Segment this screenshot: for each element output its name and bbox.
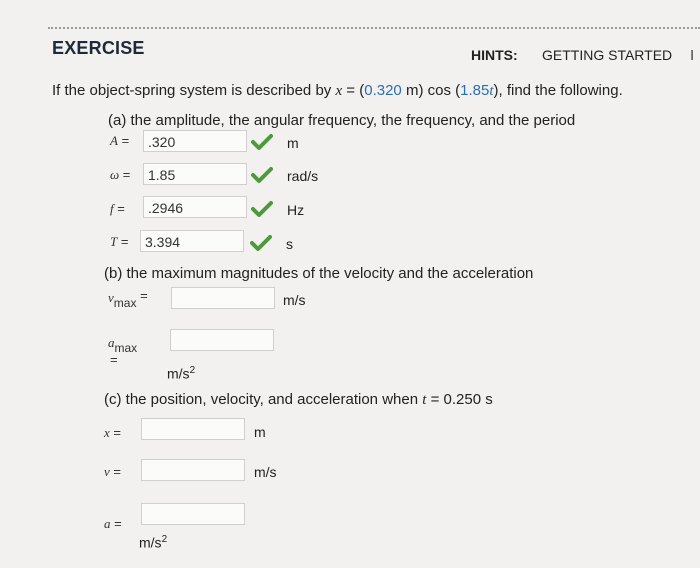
part-a-prompt: (a) the amplitude, the angular frequency, the frequency, and the period (108, 112, 576, 129)
check-icon (251, 133, 273, 151)
period-unit: s (286, 236, 293, 252)
amplitude-unit: m (287, 135, 299, 151)
amplitude-label: A = (110, 133, 130, 148)
amax-equals: = (110, 352, 118, 367)
check-icon (251, 166, 273, 184)
acceleration-unit: $m/s^2$ (139, 534, 168, 551)
hints-separator: I (690, 47, 695, 64)
check-icon (250, 234, 272, 252)
header-divider (48, 27, 700, 29)
amax-unit: $m/s^2$ (167, 365, 196, 382)
vmax-unit: m/s (283, 292, 306, 308)
check-icon (251, 200, 273, 218)
vmax-label: vmax = (108, 288, 148, 310)
velocity-unit: m/s (254, 464, 277, 480)
period-label: T = (110, 234, 129, 249)
part-c-prompt: (c) the position, velocity, and acceleration when t = 0.250 s (104, 391, 493, 408)
acceleration-label: a = (104, 516, 122, 531)
vmax-input[interactable] (171, 287, 275, 309)
getting-started-link[interactable]: GETTING STARTED (542, 47, 673, 63)
amplitude-value: 0.320 (364, 82, 402, 99)
hints-label: HINTS: (471, 47, 518, 63)
omega-label: ω = (110, 167, 131, 182)
position-input[interactable] (141, 418, 245, 440)
acceleration-input[interactable] (141, 503, 245, 525)
amax-input[interactable] (170, 329, 274, 351)
exercise-title: EXERCISE (52, 38, 145, 58)
period-input[interactable]: 3.394 (140, 230, 244, 252)
position-unit: m (254, 424, 266, 440)
omega-value: 1.85 (460, 82, 490, 99)
frequency-label: f = (110, 201, 125, 216)
velocity-input[interactable] (141, 459, 245, 481)
omega-input[interactable]: 1.85 (143, 163, 247, 185)
position-label: x = (104, 425, 121, 440)
amplitude-input[interactable]: .320 (143, 130, 247, 152)
frequency-input[interactable]: .2946 (143, 196, 247, 218)
part-b-prompt: (b) the maximum magnitudes of the velocity and the acceleration (104, 265, 534, 282)
frequency-unit: Hz (287, 202, 305, 218)
problem-statement: If the object-spring system is described by x = (0.320 m) cos (1.85t), find the following. (52, 82, 623, 99)
amax-label: amax (108, 335, 138, 355)
omega-unit: rad/s (287, 168, 319, 184)
velocity-label: v = (104, 464, 121, 479)
